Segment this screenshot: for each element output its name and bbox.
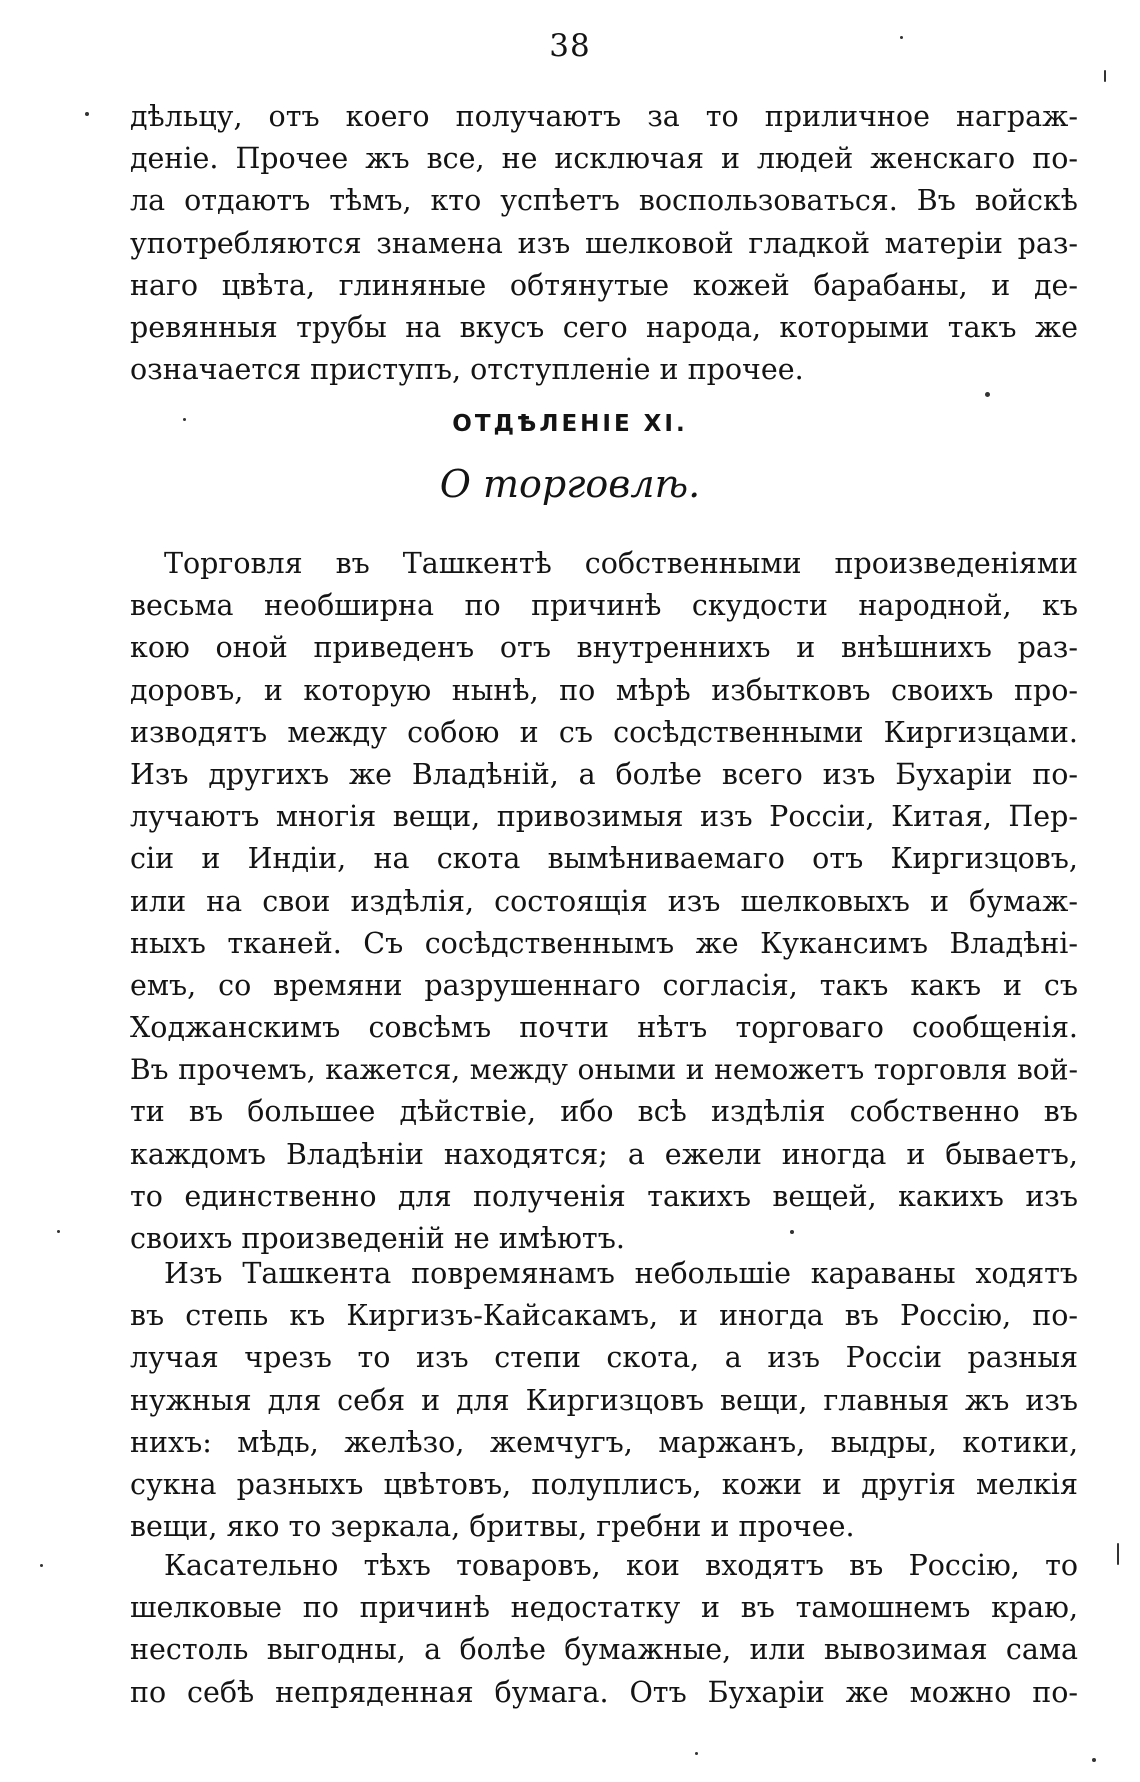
text-line: употребляются знамена изъ шелковой гладкой матеріи раз- — [130, 226, 1078, 260]
section-heading: ОТДѢЛЕНІЕ XI. — [452, 411, 688, 437]
scan-speck — [790, 1230, 794, 1234]
scan-speck — [57, 1230, 60, 1233]
text-line: нихъ: мѣдь, желѣзо, жемчугъ, маржанъ, выдры, котики, — [130, 1425, 1078, 1459]
scan-speck — [1117, 1543, 1119, 1565]
text-line: своихъ произведеній не имѣютъ. — [130, 1222, 625, 1255]
scan-speck — [900, 36, 903, 39]
text-line: означается приступъ, отступленіе и прочее. — [130, 353, 804, 387]
text-line: дѣльцу, отъ коего получаютъ за то приличное награж- — [130, 100, 1078, 133]
text-line: наго цвѣта, глиняные обтянутые кожей барабаны, и де- — [130, 268, 1078, 302]
text-line: ти въ большее дѣйствіе, ибо всѣ издѣлія собственно въ — [130, 1095, 1078, 1129]
text-line: сукна разныхъ цвѣтовъ, полуплисъ, кожи и другія мелкія — [130, 1467, 1078, 1501]
text-line: нестоль выгодны, а болѣе бумажные, или вывозимая сама — [130, 1633, 1078, 1667]
text-line: ныхъ тканей. Съ сосѣдственнымъ же Кукансимъ Владѣні- — [130, 926, 1078, 960]
text-line: ревянныя трубы на вкусъ сего народа, которыми такъ же — [130, 310, 1078, 344]
text-line: кою оной приведенъ отъ внутреннихъ и внѣшнихъ раз- — [130, 631, 1078, 665]
text-line: Ходжанскимъ совсѣмъ почти нѣтъ торговаго сообщенія. — [130, 1011, 1078, 1045]
text-line: Изъ Ташкента повремянамъ небольшіе караваны ходятъ — [164, 1257, 1078, 1290]
scan-speck — [85, 112, 89, 116]
text-line: вещи, яко то зеркала, бритвы, гребни и прочее. — [130, 1510, 855, 1544]
text-line: въ степь къ Киргизъ-Кайсакамъ, и иногда въ Россію, по- — [130, 1299, 1078, 1333]
text-line: доровъ, и которую нынѣ, по мѣрѣ избытковъ своихъ про- — [130, 673, 1078, 707]
text-line: емъ, со времяни разрушеннаго согласія, такъ какъ и съ — [130, 968, 1078, 1002]
text-line: лучаютъ многія вещи, привозимыя изъ Россіи, Китая, Пер- — [130, 800, 1078, 834]
section-title: О торговлѣ. — [439, 462, 701, 506]
text-line: или на свои издѣлія, состоящія изъ шелковыхъ и бумаж- — [130, 884, 1078, 918]
paragraph-continuation — [130, 96, 1078, 391]
text-line: каждомъ Владѣніи находятся; а ежели иногда и бываетъ, — [130, 1137, 1078, 1171]
text-line: нужныя для себя и для Киргизцовъ вещи, главныя жъ изъ — [130, 1383, 1078, 1417]
scan-speck — [695, 1752, 698, 1755]
text-line: Касательно тѣхъ товаровъ, кои входятъ въ Россію, то — [164, 1549, 1078, 1582]
text-line: сіи и Индіи, на скота вымѣниваемаго отъ Киргизцовъ, — [130, 842, 1078, 876]
text-line: весьма необширна по причинѣ скудости народной, къ — [130, 589, 1078, 623]
paragraph-trade — [130, 543, 1078, 1260]
scan-speck — [1092, 1758, 1096, 1762]
paragraph-goods — [130, 1545, 1078, 1714]
page-number: 38 — [549, 28, 591, 64]
scan-speck — [40, 1564, 43, 1567]
scan-speck — [1104, 70, 1106, 82]
text-line: Изъ другихъ же Владѣній, а болѣе всего изъ Бухаріи по- — [130, 757, 1078, 791]
text-line: Въ прочемъ, кажется, между оными и неможетъ торговля вой- — [130, 1053, 1078, 1087]
text-line: Торговля въ Ташкентѣ собственными произведеніями — [164, 547, 1078, 580]
text-line: деніе. Прочее жъ все, не исключая и людей женскаго по- — [130, 142, 1078, 176]
text-line: изводятъ между собою и съ сосѣдственными Киргизцами. — [130, 715, 1078, 749]
paragraph-caravans — [130, 1253, 1078, 1548]
text-line: по себѣ непряденная бумага. Отъ Бухаріи же можно по- — [130, 1675, 1078, 1709]
scan-speck — [985, 392, 990, 397]
text-line: ла отдаютъ тѣмъ, кто успѣетъ воспользоваться. Въ войскѣ — [130, 184, 1078, 218]
text-line: шелковые по причинѣ недостатку и въ тамошнемъ краю, — [130, 1591, 1078, 1625]
text-line: то единственно для полученія такихъ вещей, какихъ изъ — [130, 1179, 1078, 1213]
text-line: лучая чрезъ то изъ степи скота, а изъ Россіи разныя — [130, 1341, 1078, 1375]
scan-speck — [183, 418, 186, 421]
